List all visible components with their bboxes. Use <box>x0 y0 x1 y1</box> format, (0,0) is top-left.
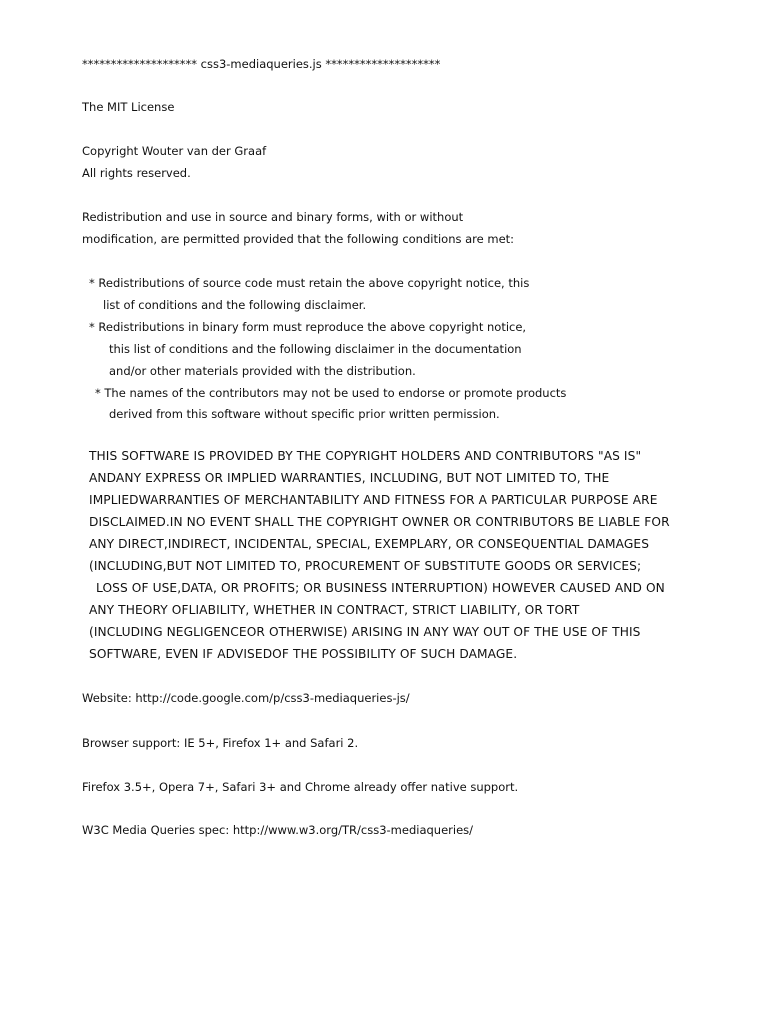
condition-line: * Redistributions in binary form must reproduce the above copyright notice, <box>89 320 527 334</box>
website-line: Website: http://code.google.com/p/css3-mediaqueries-js/ <box>82 691 410 705</box>
disclaimer-line: THIS SOFTWARE IS PROVIDED BY THE COPYRIGHT HOLDERS AND CONTRIBUTORS "AS IS" <box>89 449 642 463</box>
disclaimer-line: IMPLIEDWARRANTIES OF MERCHANTABILITY AND FITNESS FOR A PARTICULAR PURPOSE ARE <box>89 493 658 507</box>
spec-line: W3C Media Queries spec: http://www.w3.org/TR/css3-mediaqueries/ <box>82 823 474 837</box>
disclaimer-line: SOFTWARE, EVEN IF ADVISEDOF THE POSSIBILITY OF SUCH DAMAGE. <box>89 647 518 661</box>
banner-line: ******************** css3-mediaqueries.js ******************** <box>82 57 441 71</box>
disclaimer-line: LOSS OF USE,DATA, OR PROFITS; OR BUSINESS INTERRUPTION) HOWEVER CAUSED AND ON <box>96 581 665 595</box>
disclaimer-line: ANY DIRECT,INDIRECT, INCIDENTAL, SPECIAL, EXEMPLARY, OR CONSEQUENTIAL DAMAGES <box>89 537 650 551</box>
condition-line: list of conditions and the following disclaimer. <box>103 298 367 312</box>
copyright-line: Copyright Wouter van der Graaf <box>82 144 267 158</box>
condition-line: * The names of the contributors may not be used to endorse or promote products <box>95 386 567 400</box>
disclaimer-line: ANY THEORY OFLIABILITY, WHETHER IN CONTRACT, STRICT LIABILITY, OR TORT <box>89 603 580 617</box>
disclaimer-line: DISCLAIMED.IN NO EVENT SHALL THE COPYRIGHT OWNER OR CONTRIBUTORS BE LIABLE FOR <box>89 515 670 529</box>
condition-line: * Redistributions of source code must retain the above copyright notice, this <box>89 276 530 290</box>
condition-line: and/or other materials provided with the distribution. <box>109 364 416 378</box>
intro-line: modification, are permitted provided that the following conditions are met: <box>82 232 515 246</box>
license-title: The MIT License <box>82 100 175 114</box>
disclaimer-line: (INCLUDING,BUT NOT LIMITED TO, PROCUREMENT OF SUBSTITUTE GOODS OR SERVICES; <box>89 559 642 573</box>
browser-support-line: Browser support: IE 5+, Firefox 1+ and Safari 2. <box>82 736 359 750</box>
native-support-line: Firefox 3.5+, Opera 7+, Safari 3+ and Chrome already offer native support. <box>82 780 519 794</box>
condition-line: derived from this software without specific prior written permission. <box>109 407 500 421</box>
disclaimer-line: ANDANY EXPRESS OR IMPLIED WARRANTIES, INCLUDING, BUT NOT LIMITED TO, THE <box>89 471 610 485</box>
rights-line: All rights reserved. <box>82 166 191 180</box>
condition-line: this list of conditions and the following disclaimer in the documentation <box>109 342 522 356</box>
disclaimer-line: (INCLUDING NEGLIGENCEOR OTHERWISE) ARISING IN ANY WAY OUT OF THE USE OF THIS <box>89 625 641 639</box>
intro-line: Redistribution and use in source and binary forms, with or without <box>82 210 464 224</box>
